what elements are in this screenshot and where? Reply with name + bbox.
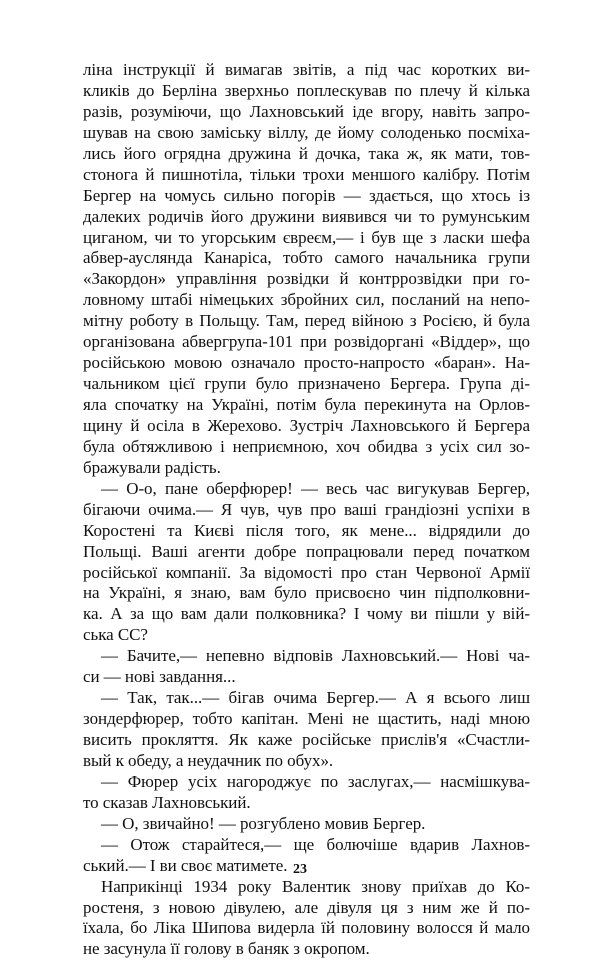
text-line: — Бачите,— непевно відповів Лахновський.— Нові ча- [101, 646, 530, 666]
text-line: Наприкінці 1934 року Валентик знову приїхав до Ко- [101, 876, 530, 896]
text-line: ський.— І ви своє матимете. [83, 855, 288, 875]
text-line: ростеня, з новою дівулею, але дівуля ця з ним же й по- [83, 897, 530, 917]
text-line: то сказав Лахновський. [83, 792, 251, 812]
text-line: вый к обеду, а неудачник по обух». [83, 750, 334, 770]
text-line: кликів до Берліна зверхньо поплескував по плечу й кілька [83, 80, 530, 100]
text-line: циганом, чи то угорським євреєм,— і був ще з ласки шефа [83, 227, 530, 247]
text-line: стонога й пишнотіла, тільки трохи меншого калібру. Потім [83, 164, 530, 184]
text-line: бігаючи очима.— Я чув, чув про ваші грандіозні успіхи в [83, 499, 530, 519]
text-line: ліна інструкції й вимагав звітів, а під час коротких ви- [83, 60, 530, 79]
text-line: — О, звичайно! — розгублено мовив Бергер. [101, 813, 426, 833]
text-line: абвер-ауслянда Канаріса, тобто самого начальника групи [83, 248, 530, 268]
text-line: Польщі. Ваші агенти добре попрацювали перед початком [83, 541, 530, 561]
text-line: далеких родичів його дружини виявився чи то румунським [83, 206, 530, 226]
text-line: си — нові завдання... [83, 667, 236, 687]
text-line: лись його огрядна дружина й дочка, така ж, як мати, тов- [83, 143, 530, 163]
text-line: ка. А за що вам дали полковника? І чому ви пішли у вій- [83, 604, 530, 624]
text-line: ська СС? [83, 625, 148, 645]
text-line: — Фюрер усіх нагороджує по заслугах,— насмішкува- [101, 771, 530, 791]
text-line: висить прокляття. Як каже російське прислів'я «Счастли- [83, 730, 530, 749]
page-number: 23 [293, 862, 307, 877]
text-line: «Закордон» управління розвідки й контррозвідки при го- [83, 269, 530, 289]
text-line: їхала, бо Ліка Шипова видерла їй половину волосся й мало [83, 918, 530, 938]
text-line: щину й осіла в Жерехово. Зустріч Лахновського й Бергера [83, 415, 530, 435]
text-line: — Отож старайтеся,— ще болючіше вдарив Лахнов- [101, 834, 530, 854]
text-line: чальником цієї групи було призначено Бергера. Група ді- [83, 374, 530, 394]
text-line: — О-о, пане оберфюрер! — весь час вигукував Бергер, [101, 478, 530, 498]
text-line: не засунула її голову в баняк з окропом. [83, 939, 370, 959]
text-line: російської компанії. За відомості про стан Червоної Армії [83, 562, 530, 582]
body-text [83, 60, 530, 960]
text-line: — Так, так...— бігав очима Бергер.— А я всього лиш [101, 688, 530, 708]
text-line: організована абвергрупа-101 при розвідоргані «Віддер», що [83, 332, 530, 352]
text-line: Бергер на чомусь сильно погорів — здається, що хтось із [83, 185, 530, 205]
text-line: ловному штабі німецьких збройних сил, посланий на непо- [83, 290, 530, 310]
text-line: була обтяжливою і неприємною, хоч обидва з усіх сил зо- [83, 436, 530, 456]
text-line: яла спочатку на Україні, потім була перекинута на Орлов- [83, 395, 530, 414]
text-line: мітну роботу в Польщу. Там, перед війною з Росією, й була [83, 311, 530, 331]
text-line: зондерфюрер, тобто капітан. Мені не щастить, наді мною [83, 709, 530, 729]
text-line: на Україні, я знаю, вам було присвоєно чин підполковни- [83, 583, 530, 603]
text-line: бражували радість. [83, 457, 221, 477]
text-line: шував на свою заміську віллу, де йому солоденько посміха- [83, 122, 530, 142]
text-line: разів, розуміючи, що Лахновський іде вгору, навіть запро- [83, 101, 530, 121]
text-line: російською мовою означало просто-напросто «баран». На- [83, 353, 530, 373]
text-line: Коростені та Києві після того, як мене... відрядили до [83, 520, 530, 540]
